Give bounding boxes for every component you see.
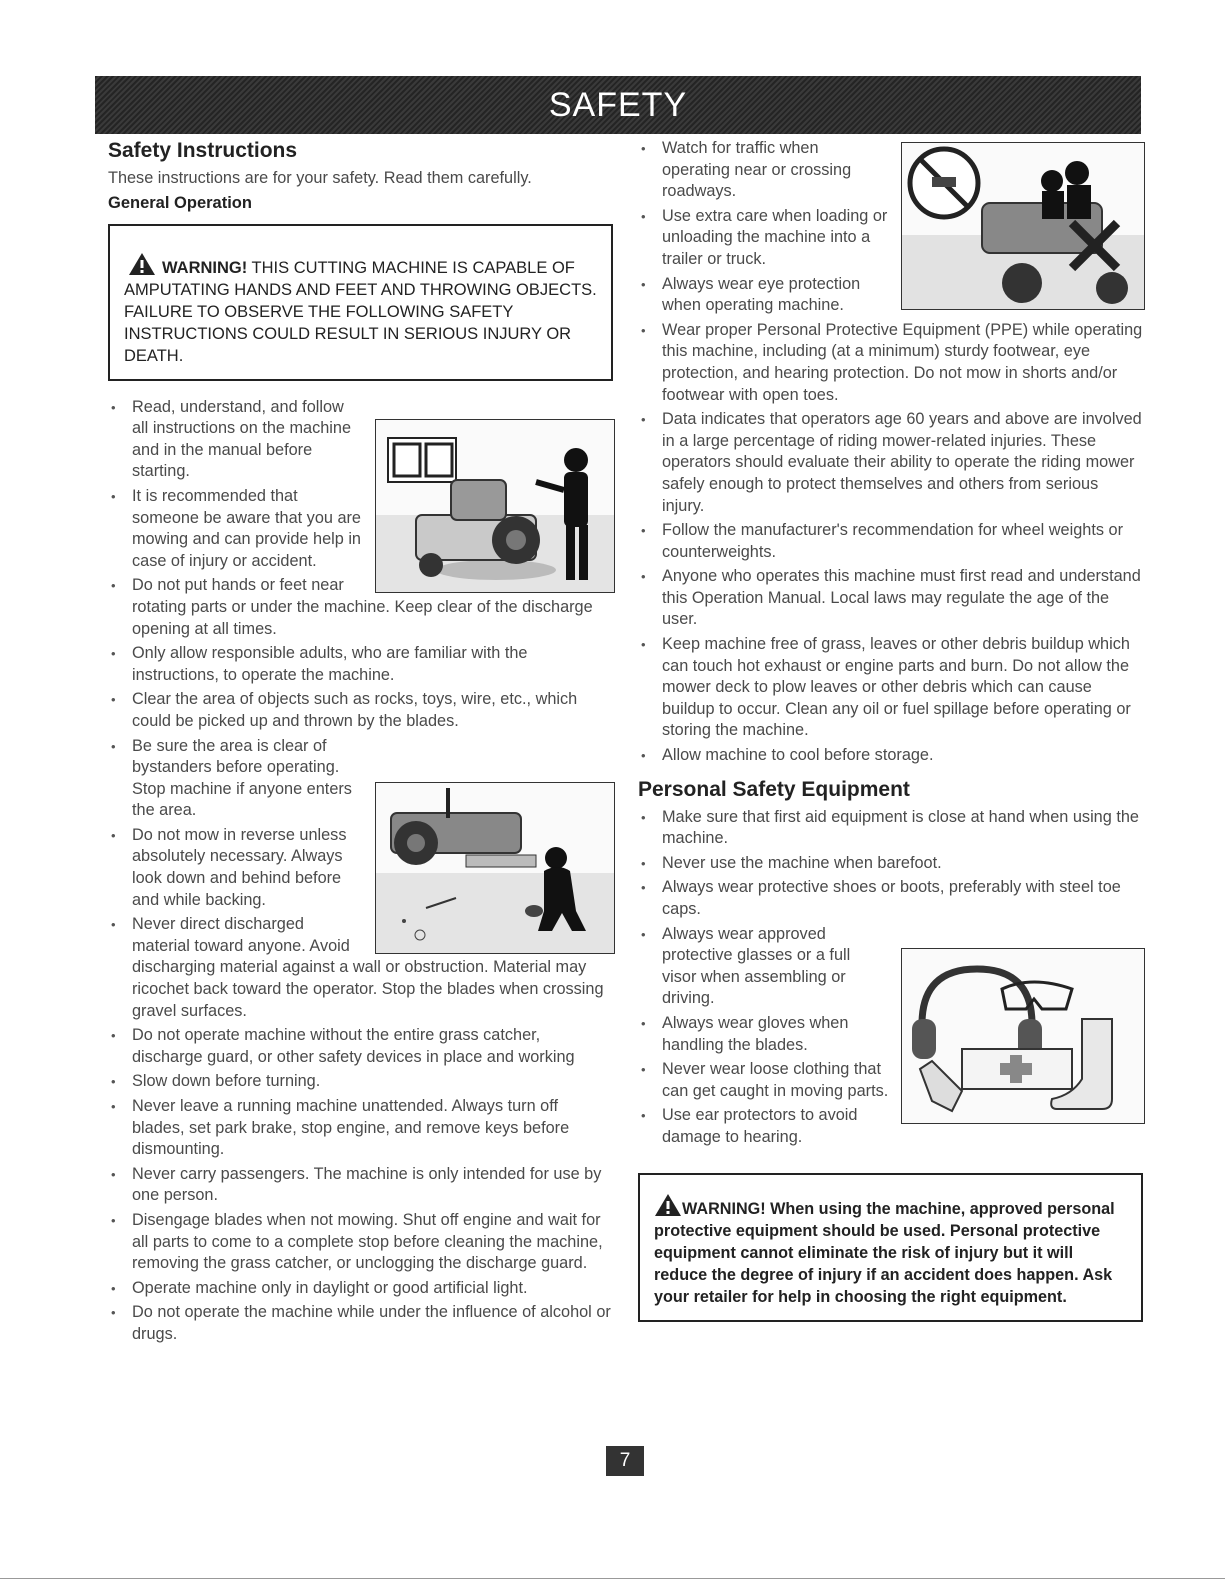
- list-item: • Never wear loose clothing that can get caught in moving parts.: [638, 1059, 1143, 1102]
- list-item: • Wear proper Personal Protective Equipment (PPE) while operating this machine, including (at a minimum) sturdy footwear, eye protection, and hearing protection. Do not mow in shorts and/or footwear with open toes.: [638, 320, 1143, 406]
- intro-text: These instructions are for your safety. Read them carefully.: [108, 169, 532, 187]
- personal-safety-equipment-heading: Personal Safety Equipment: [638, 777, 910, 801]
- list-item: • Always wear eye protection when operating machine.: [638, 274, 1143, 317]
- list-item: • Never carry passengers. The machine is only intended for use by one person.: [108, 1164, 613, 1207]
- general-operation-heading: General Operation: [108, 193, 252, 212]
- warning-text: When using the machine, approved personal protective equipment should be used. Personal protective equipment cannot eliminate the risk of injury but it will reduce the degree of injury if an accident does happen. Ask your retailer for help in choosing the right equipment.: [654, 1199, 1115, 1306]
- list-item: • Do not mow in reverse unless absolutely necessary. Always look down and behind before and while backing.: [108, 825, 613, 911]
- warning-label: WARNING!: [682, 1199, 766, 1218]
- warning-label: WARNING!: [162, 258, 248, 277]
- list-item: • Use ear protectors to avoid damage to hearing.: [638, 1105, 1143, 1148]
- bottom-rule: [0, 1578, 1225, 1579]
- list-item: • Never direct discharged material toward anyone. Avoid discharging material against a wall or obstruction. Material may ricochet back toward the operator. Stop the blades when crossing gravel surfaces.: [108, 914, 613, 1022]
- warning-icon: [128, 252, 156, 276]
- list-item: • Watch for traffic when operating near or crossing roadways.: [638, 138, 1143, 203]
- ppe-list: [638, 807, 1143, 1149]
- banner-title: SAFETY: [548, 85, 688, 124]
- ppe-warning-box: [638, 1173, 1143, 1322]
- list-item: • Data indicates that operators age 60 years and above are involved in a large percentage of riding mower-related injuries. These operators should evaluate their ability to operate the riding mower safely enough to protect themselves and others from serious injury.: [638, 409, 1143, 517]
- list-item: • Never leave a running machine unattended. Always turn off blades, set park brake, stop engine, and remove keys before dismounting.: [108, 1096, 613, 1161]
- list-item: • Use extra care when loading or unloading the machine into a trailer or truck.: [638, 206, 1143, 271]
- safety-instructions-heading: Safety Instructions: [108, 139, 298, 162]
- list-item: • Never use the machine when barefoot.: [638, 853, 1143, 875]
- warning-text: THIS CUTTING MACHINE IS CAPABLE OF AMPUTATING HANDS AND FEET AND THROWING OBJECTS. FAILURE TO OBSERVE THE FOLLOWING SAFETY INSTRUCTIONS COULD RESULT IN SERIOUS INJURY OR DEATH.: [124, 258, 597, 365]
- warning-box: [108, 224, 613, 381]
- list-item: • Slow down before turning.: [108, 1071, 613, 1093]
- list-item: • Always wear gloves when handling the blades.: [638, 1013, 1143, 1056]
- list-item: • Only allow responsible adults, who are familiar with the instructions, to operate the machine.: [108, 643, 613, 686]
- safety-glasses-icon: [1002, 982, 1072, 1009]
- section-banner: [95, 76, 1141, 134]
- list-item: • Keep machine free of grass, leaves or other debris buildup which can touch hot exhaust or engine parts and burn. Do not allow the mower deck to plow leaves or other debris which can cause buildup to occur. Clean any oil or fuel spillage before operating or storing the machine.: [638, 634, 1143, 742]
- list-item: • Clear the area of objects such as rocks, toys, wire, etc., which could be picked up and thrown by the blades.: [108, 689, 613, 732]
- general-operation-list: [108, 397, 613, 1346]
- list-item: • Do not operate the machine while under the influence of alcohol or drugs.: [108, 1302, 613, 1345]
- list-item: • It is recommended that someone be aware that you are mowing and can provide help in case of injury or accident.: [108, 486, 613, 572]
- list-item: • Follow the manufacturer's recommendation for wheel weights or counterweights.: [638, 520, 1143, 563]
- list-item: • Be sure the area is clear of bystanders before operating. Stop machine if anyone enters the area.: [108, 736, 613, 822]
- right-column: [638, 138, 1143, 1322]
- warning-icon: [654, 1193, 682, 1217]
- general-operation-list-continued: [638, 138, 1143, 767]
- list-item: • Do not put hands or feet near rotating parts or under the machine. Keep clear of the discharge opening at all times.: [108, 575, 613, 640]
- list-item: • Make sure that first aid equipment is close at hand when using the machine.: [638, 807, 1143, 850]
- list-item: • Always wear protective shoes or boots, preferably with steel toe caps.: [638, 877, 1143, 920]
- list-item: • Always wear approved protective glasses or a full visor when assembling or driving.: [638, 924, 1143, 1010]
- list-item: • Read, understand, and follow all instructions on the machine and in the manual before starting.: [108, 397, 613, 483]
- list-item: • Disengage blades when not mowing. Shut off engine and wait for all parts to come to a complete stop before cleaning the machine, removing the grass catcher, or unclogging the discharge guard.: [108, 1210, 613, 1275]
- list-item: • Do not operate machine without the entire grass catcher, discharge guard, or other safety devices in place and working: [108, 1025, 613, 1068]
- list-item: • Allow machine to cool before storage.: [638, 745, 1143, 767]
- page-number: 7: [606, 1446, 644, 1476]
- list-item: • Operate machine only in daylight or good artificial light.: [108, 1278, 613, 1300]
- list-item: • Anyone who operates this machine must first read and understand this Operation Manual. Local laws may regulate the age of the user.: [638, 566, 1143, 631]
- left-column: [108, 138, 613, 1349]
